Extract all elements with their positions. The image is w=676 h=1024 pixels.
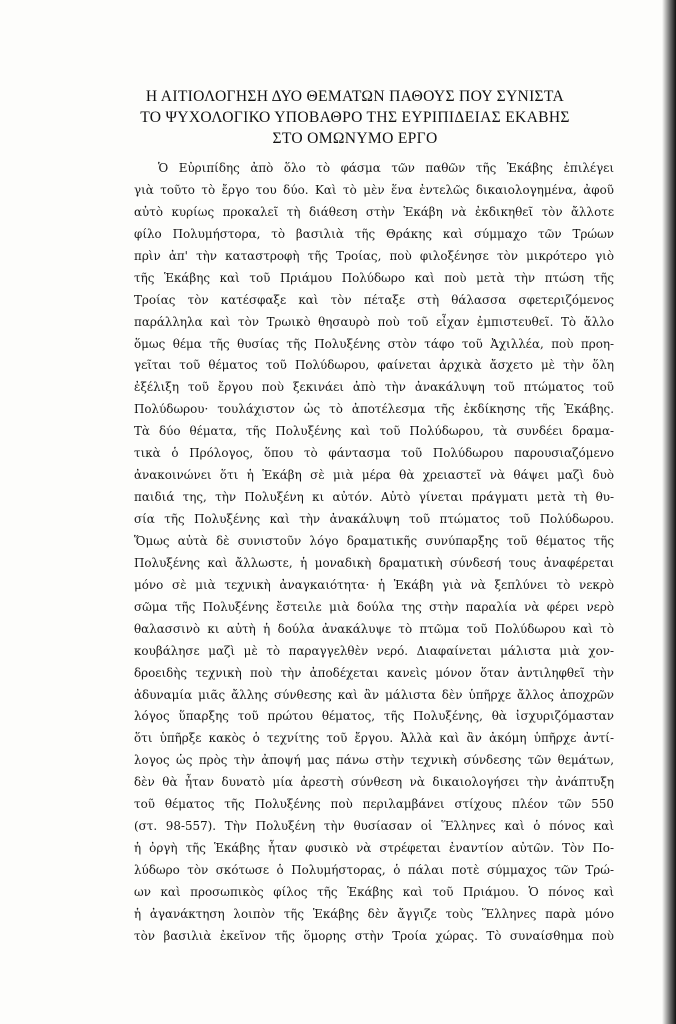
title-line-3: ΣΤΟ ΟΜΩΝΥΜΟ ΕΡΓΟ xyxy=(272,130,438,147)
text-line: αὐτὸ κυρίως προκαλεῖ τὴ διάθεση στὴν Ἑκάβη νὰ ἐκδικηθεῖ τὸν ἄλλοτε xyxy=(134,204,614,219)
text-line: κουβάλησε μαζὶ μὲ τὸ παραγγελθὲν νερό. Διαφαίνεται μάλιστα μιὰ χον- xyxy=(134,643,614,658)
text-line: παράλληλα καὶ τὸν Τρωικὸ θησαυρὸ ποὺ τοῦ εἶχαν ἐμπιστευθεῖ. Τὸ ἄλλο xyxy=(134,314,614,329)
text-line: ἡ ἀγανάκτηση λοιπὸν τῆς Ἑκάβης δὲν ἄγγιζε τοὺς Ἕλληνες παρὰ μόνο xyxy=(134,906,614,921)
text-line: γεῖται τοῦ θέματος τοῦ Πολύδωρου, φαίνεται ἀρχικὰ ἄσχετο μὲ τὴν ὅλη xyxy=(134,358,614,373)
text-line: γιὰ τοῦτο τὸ ἔργο του δύο. Καὶ τὸ μὲν ἕνα ἐντελῶς δικαιολογημένα, ἀφοῦ xyxy=(134,182,614,197)
text-line: τικὰ ὁ Πρόλογος, ὅπου τὸ φάντασμα τοῦ Πολύδωρου παρουσιαζόμενο xyxy=(134,446,614,461)
text-line: Πολυξένης καὶ ἄλλωστε, ἡ μοναδικὴ δραματικὴ σύνδεσή τους ἀναφέρεται xyxy=(134,555,614,570)
text-line: μόνο σὲ μιὰ τεχνικὴ ἀναγκαιότητα· ἡ Ἑκάβη γιὰ νὰ ξεπλύνει τὸ νεκρὸ xyxy=(134,577,614,592)
body-paragraph xyxy=(134,158,614,948)
text-line: λύδωρο τὸν σκότωσε ὁ Πολυμήστορας, ὁ πάλαι ποτὲ σύμμαχος τῶν Τρώ- xyxy=(134,863,614,877)
title-line-2: ΤΟ ΨΥΧΟΛΟΓΙΚΟ ΥΠΟΒΑΘΡΟ ΤΗΣ ΕΥΡΙΠΙΔΕΙΑΣ ΕΚΑΒΗΣ xyxy=(140,109,570,126)
text-line: Ὅμως αὐτὰ δὲ συνιστοῦν λόγο δραματικῆς συνύπαρξης τοῦ θέματος τῆς xyxy=(134,533,614,548)
text-line: ἀδυναμία μιᾶς ἄλλης σύνθεσης καὶ ἂν μάλιστα δὲν ὑπῆρχε ἄλλος ἀποχρῶν xyxy=(134,687,614,702)
page-binding-shadow xyxy=(662,0,676,1024)
text-line: πρὶν ἀπ' τὴν καταστροφὴ τῆς Τροίας, ποὺ φιλοξένησε τὸν μικρότερο γιὸ xyxy=(134,248,614,263)
text-line: λόγος ὕπαρξης τοῦ πρώτου θέματος, τῆς Πολυξένης, θὰ ἰσχυριζόμασταν xyxy=(134,709,614,724)
text-line: θαλασσινὸ κι αὐτὴ ἡ δούλα ἀνακάλυψε τὸ πτῶμα τοῦ Πολύδωρου καὶ τὸ xyxy=(134,621,614,636)
text-line: δὲν θὰ ἦταν δυνατὸ μία ἀρεστὴ σύνθεση νὰ δικαιολογήσει τὴν ἀνάπτυξη xyxy=(134,775,614,790)
article-title xyxy=(100,86,610,149)
text-line: τῆς Ἑκάβης καὶ τοῦ Πριάμου Πολύδωρο καὶ ποὺ μετὰ τὴν πτώση τῆς xyxy=(134,270,614,285)
text-line: παιδιά της, τὴν Πολυξένη κι αὐτόν. Αὐτὸ γίνεται πράγματι μετὰ τὴ θυ- xyxy=(134,490,614,505)
text-line: Τὰ δύο θέματα, τῆς Πολυξένης καὶ τοῦ Πολύδωρου, τὰ συνδέει δραμα- xyxy=(134,424,614,439)
text-line: τοῦ θέματος τῆς Πολυξένης ποὺ περιλαμβάνει στίχους πλέον τῶν 550 xyxy=(134,797,614,812)
text-line: ὅμως θέμα τῆς θυσίας τῆς Πολυξένης στὸν τάφο τοῦ Ἀχιλλέα, ποὺ προη- xyxy=(134,336,614,351)
text-line: (στ. 98-557). Τὴν Πολυξένη τὴν θυσίασαν οἱ Ἕλληνες καὶ ὁ πόνος καὶ xyxy=(134,819,614,834)
text-line: Πολύδωρου· τουλάχιστον ὡς τὸ ἀποτέλεσμα τῆς ἐκδίκησης τῆς Ἑκάβης. xyxy=(134,402,614,417)
text-line: λογος ὡς πρὸς τὴν ἀποψή μας πάνω στὴν τεχνικὴ σύνδεσης τῶν θεμάτων, xyxy=(134,753,614,768)
text-line: ἡ ὀργὴ τῆς Ἑκάβης ἦταν φυσικὸ νὰ στρέφεται ἐναντίον αὐτῶν. Τὸν Πο- xyxy=(134,841,614,856)
text-line: φίλο Πολυμήστορα, τὸ βασιλιὰ τῆς Θράκης καὶ σύμμαχο τῶν Τρώων xyxy=(134,226,614,241)
text-line: ὅτι ὑπῆρξε κακὸς ὁ τεχνίτης τοῦ ἔργου. Ἀλλὰ καὶ ἂν ἀκόμη ὑπῆρχε ἀντί- xyxy=(134,731,614,746)
text-line: ων καὶ προσωπικὸς φίλος τῆς Ἑκάβης καὶ τοῦ Πριάμου. Ὁ πόνος καὶ xyxy=(134,884,614,899)
text-line: ἀνακοινώνει ὅτι ἡ Ἑκάβη σὲ μιὰ μέρα θὰ χρειαστεῖ νὰ θάψει μαζὶ δυὸ xyxy=(134,468,614,483)
text-line: δροειδὴς τεχνικὴ ποὺ τὴν ἀποδέχεται κανεὶς μόνον ὅταν ἀντιληφθεῖ τὴν xyxy=(134,665,614,680)
text-line: Ὁ Εὐριπίδης ἀπὸ ὅλο τὸ φάσμα τῶν παθῶν τῆς Ἑκάβης ἐπιλέγει xyxy=(158,161,614,175)
text-line: σία τῆς Πολυξένης καὶ τὴν ἀνακάλυψη τοῦ πτώματος τοῦ Πολύδωρου. xyxy=(134,512,614,526)
text-line: ἐξέλιξη τοῦ ἔργου ποὺ ξεκινάει ἀπὸ τὴν ἀνακάλυψη τοῦ πτώματος τοῦ xyxy=(134,380,614,395)
text-line: σῶμα τῆς Πολυξένης ἔστειλε μιὰ δούλα της στὴν παραλία νὰ φέρει νερὸ xyxy=(134,599,614,614)
text-line: τὸν βασιλιὰ ἐκεῖνον τῆς ὅμορης στὴν Τροία χώρας. Τὸ συναίσθημα ποὺ xyxy=(134,928,614,943)
text-line: Τροίας τὸν κατέσφαξε καὶ τὸν πέταξε στὴ θάλασσα σφετεριζόμενος xyxy=(134,292,614,307)
title-line-1: Η ΑΙΤΙΟΛΟΓΗΣΗ ΔΥΟ ΘΕΜΑΤΩΝ ΠΑΘΟΥΣ ΠΟΥ ΣΥΝΙΣΤΑ xyxy=(145,88,565,105)
